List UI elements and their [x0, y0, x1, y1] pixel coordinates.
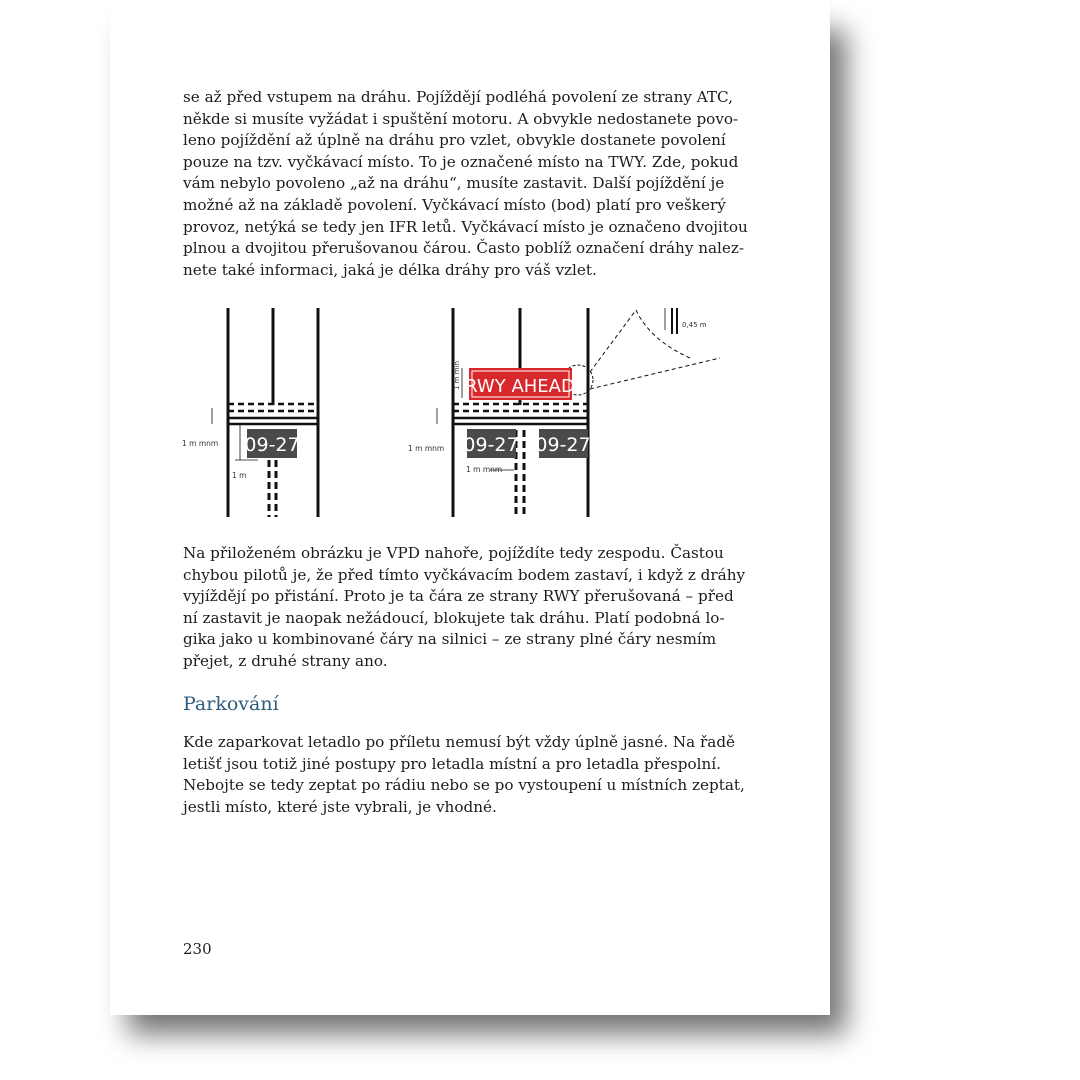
text-line: vyjíždějí po přistání. Proto je ta čára ze strany RWY přerušovaná – před — [183, 587, 734, 606]
text-line: pouze na tzv. vyčkávací místo. To je označené místo na TWY. Zde, pokud — [183, 152, 739, 171]
text-line: ní zastavit je naopak nežádoucí, blokujete tak dráhu. Platí podobná lo- — [183, 608, 725, 627]
text-line: někde si musíte vyžádat i spuštění motoru. A obvykle nedostanete povo- — [183, 109, 739, 128]
text-line: přejet, z druhé strany ano. — [183, 651, 388, 670]
text-line: Na přiloženém obrázku je VPD nahoře, pojíždíte tedy zespodu. Častou — [183, 544, 724, 562]
dimension-label: 1 m mnm — [408, 444, 445, 453]
text-line: jestli místo, které jste vybrali, je vhodné. — [183, 797, 497, 816]
text-line: se až před vstupem na dráhu. Pojíždějí podléhá povolení ze strany ATC, — [183, 88, 733, 106]
text-line: možné až na základě povolení. Vyčkávací místo (bod) platí pro veškerý — [183, 195, 726, 214]
text-line: nete také informaci, jaká je délka dráhy pro váš vzlet. — [183, 260, 597, 279]
text-line: leno pojíždění až úplně na dráhu pro vzlet, obvykle dostanete povolení — [183, 131, 726, 150]
runway-sign-text: 09-27 — [535, 434, 591, 456]
text-line: plnou a dvojitou přerušovanou čárou. Často poblíž označení dráhy nalez- — [183, 239, 745, 258]
section-heading: Parkování — [183, 693, 279, 715]
text-line: vám nebylo povoleno „až na dráhu“, musíte zastavit. Další pojíždění je — [183, 174, 725, 193]
dimension-label: 1 m mnm — [466, 465, 503, 474]
runway-sign-text: 09-27 — [244, 434, 300, 456]
dimension-label: 0,45 m — [682, 321, 707, 329]
detail-arc — [636, 310, 690, 358]
paragraph-1 — [183, 87, 748, 281]
paragraph-3 — [183, 732, 745, 818]
dimension-label: 1 m mnm — [182, 439, 219, 448]
detail-leader — [590, 310, 636, 372]
runway-marking-diagram — [180, 300, 720, 525]
text-line: Nebojte se tedy zeptat po rádiu nebo se po vystoupení u místních zeptat, — [183, 776, 745, 795]
dimension-label: 1 m — [232, 471, 247, 480]
holding-point-figure — [180, 300, 720, 525]
detail-leader — [590, 358, 720, 389]
text-line: letišť jsou totiž jiné postupy pro letadla místní a pro letadla přespolní. — [183, 754, 721, 773]
page-number: 230 — [183, 940, 212, 958]
text-line: gika jako u kombinované čáry na silnici – ze strany plné čáry nesmím — [183, 630, 717, 649]
text-line: Kde zaparkovat letadlo po příletu nemusí být vždy úplně jasné. Na řadě — [183, 733, 736, 751]
runway-sign-text: 09-27 — [463, 434, 519, 456]
rwy-ahead-text: RWY AHEAD — [465, 376, 575, 397]
dimension-label: 1 m min — [453, 361, 461, 390]
book-page — [110, 0, 830, 1015]
paragraph-2 — [183, 543, 746, 673]
text-line: chybou pilotů je, že před tímto vyčkávacím bodem zastaví, i když z dráhy — [183, 565, 746, 584]
text-line: provoz, netýká se tedy jen IFR letů. Vyčkávací místo je označeno dvojitou — [183, 217, 748, 236]
